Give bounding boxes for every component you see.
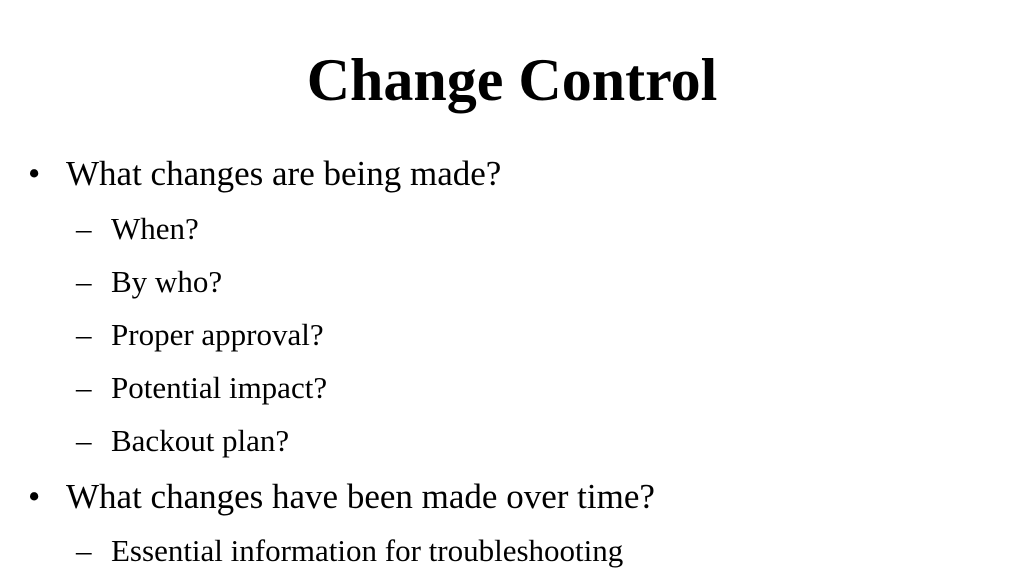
sub-bullet-text: Proper approval? — [111, 317, 324, 352]
sub-bullet-marker: – — [76, 264, 92, 299]
bullet-marker: • — [28, 154, 41, 193]
slide-title: Change Control — [306, 47, 718, 113]
sub-bullet-marker: – — [76, 533, 92, 568]
sub-bullet-text: Essential information for troubleshooting — [111, 533, 624, 568]
bullet-marker: • — [28, 477, 41, 516]
sub-bullet-marker: – — [76, 423, 92, 458]
bullet-text: What changes are being made? — [66, 154, 502, 193]
bullet-text: What changes have been made over time? — [66, 477, 655, 516]
sub-bullet-text: When? — [111, 211, 199, 246]
sub-bullet-text: Backout plan? — [111, 423, 290, 458]
sub-bullet-marker: – — [76, 211, 92, 246]
sub-bullet-marker: – — [76, 370, 92, 405]
sub-bullet-marker: – — [76, 317, 92, 352]
sub-bullet-text: Potential impact? — [111, 370, 328, 405]
sub-bullet-text: By who? — [111, 264, 223, 299]
